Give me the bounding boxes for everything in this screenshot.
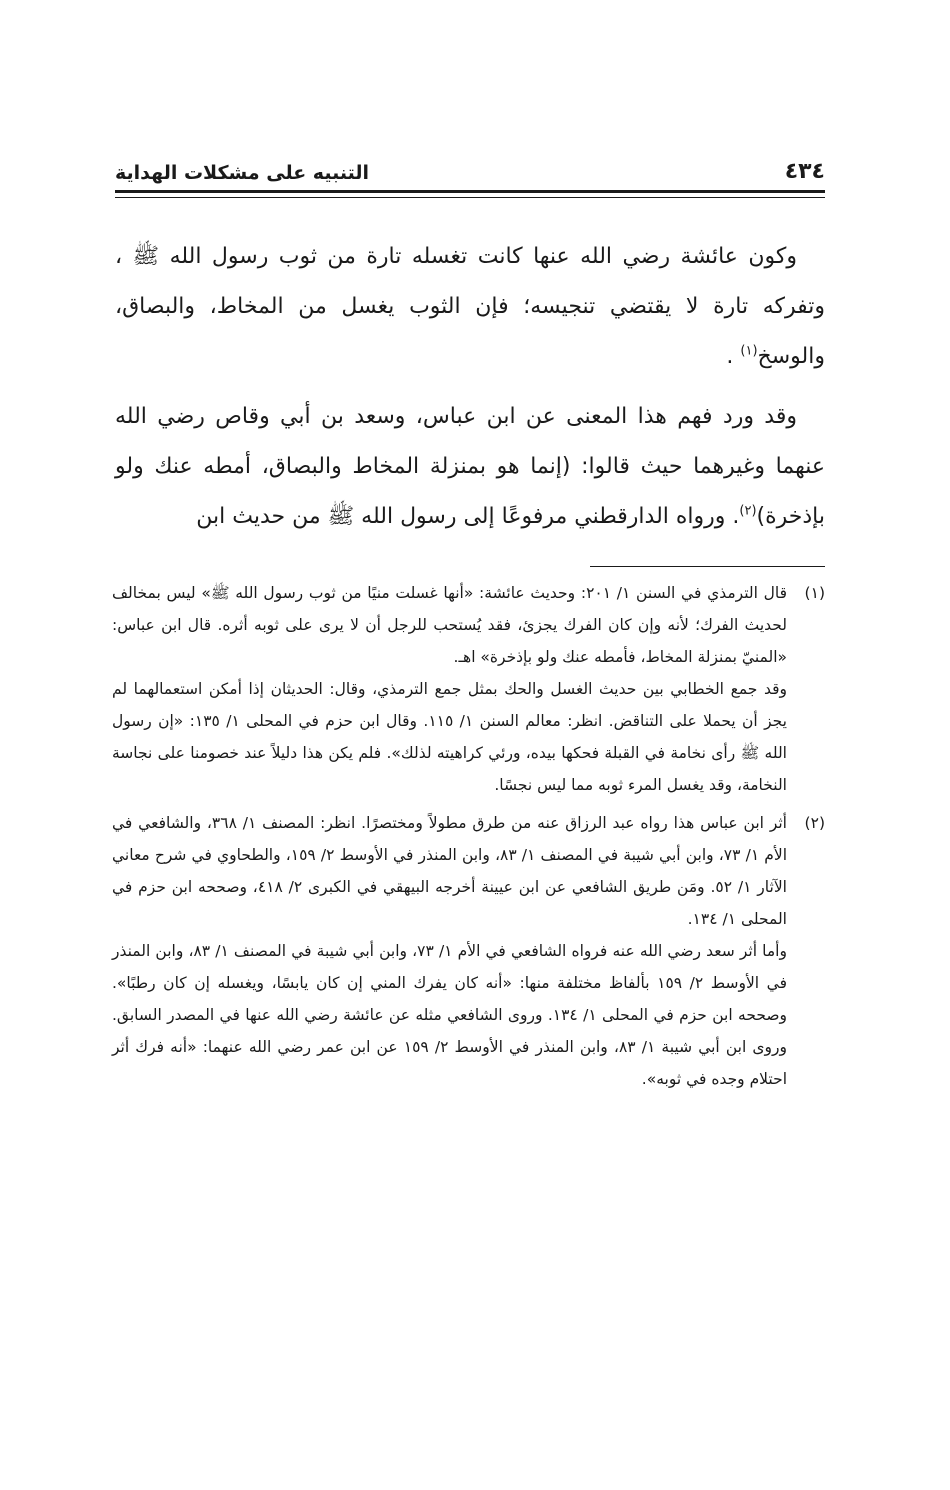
- paragraph-tail: .: [726, 344, 741, 369]
- footnote-paragraph: أثر ابن عباس هذا رواه عبد الرزاق عنه من طرق مطولاً ومختصرًا. انظر: المصنف ١/ ٣٦٨، والشافعي في الأم ١/ ٧٣، وابن أبي شيبة في المصنف ١/ ٨٣، وابن المنذر في الأوسط ٢/ ١٥٩، والطحاوي في شرح معاني الآثار ١/ ٥٢. ومَن طريق الشافعي عن ابن عيينة أخرجه البيهقي في الكبرى ٢/ ٤١٨، وصححه ابن حزم في المحلى ١/ ١٣٤.: [112, 814, 788, 928]
- page-number: ٤٣٤: [784, 159, 825, 184]
- footnote-number: (٢): [804, 814, 825, 832]
- footnote-separator: [590, 566, 825, 567]
- footnote-paragraph: وأما أثر سعد رضي الله عنه فرواه الشافعي في الأم ١/ ٧٣، وابن أبي شيبة في المصنف ١/ ٨٣، وابن المنذر في الأوسط ٢/ ١٥٩ بألفاظ مختلفة منها: «أنه كان يفرك المني إن كان يابسًا، ويغسله إن كان رطبًا». وصححه ابن حزم في المحلى ١/ ١٣٤. وروى الشافعي مثله عن عائشة رضي الله عنها في المصدر السابق. وروى ابن أبي شيبة ١/ ٨٣، وابن المنذر في الأوسط ٢/ ١٥٩ عن ابن عمر رضي الله عنهما: «أنه فرك أثر احتلام وجده في ثوبه».: [112, 942, 788, 1088]
- footnote-2: [112, 807, 825, 1095]
- paragraph-text: وقد ورد فهم هذا المعنى عن ابن عباس، وسعد بن أبي وقاص رضي الله عنهما وغيرهما حيث قالوا: (إنما هو بمنزلة المخاط والبصاق، أمطه عنك ولو بإذخرة): [115, 404, 825, 529]
- page-header: [115, 150, 825, 184]
- footnote-1: [112, 577, 825, 801]
- footnote-body: [112, 807, 787, 1095]
- main-text: [115, 232, 825, 552]
- footnotes: [112, 577, 825, 1101]
- running-title: التنبيه على مشكلات الهداية: [115, 162, 369, 184]
- header-rule-thin: [115, 197, 825, 198]
- footnote-marker: (١): [740, 343, 758, 359]
- footnote-body: [112, 577, 787, 801]
- footnote-marker: (٢): [739, 503, 757, 519]
- footnote-number: (١): [804, 584, 825, 602]
- paragraph-text: وكون عائشة رضي الله عنها كانت تغسله تارة من ثوب رسول الله ﷺ ، وتفركه تارة لا يقتضي تنجيسه؛ فإن الثوب يغسل من المخاط، والبصاق، والوسخ: [115, 244, 825, 369]
- footnote-paragraph: قال الترمذي في السنن ١/ ٢٠١: وحديث عائشة: «أنها غسلت منيًا من ثوب رسول الله ﷺ» ليس بمخالف لحديث الفرك؛ لأنه وإن كان الفرك يجزئ، فقد يُستحب للرجل أن لا يرى على ثوبه أثره. قال ابن عباس: «المنيّ بمنزلة المخاط، فأمطه عنك ولو بإذخرة» اهـ.: [112, 584, 788, 666]
- body-paragraph-2: [115, 392, 825, 542]
- footnote-paragraph: وقد جمع الخطابي بين حديث الغسل والحك بمثل جمع الترمذي، وقال: الحديثان إذا أمكن استعمالهما لم يجز أن يحملا على التناقض. انظر: معالم السنن ١/ ١١٥. وقال ابن حزم في المحلى ١/ ١٣٥: «إن رسول الله ﷺ رأى نخامة في القبلة فحكها بيده، ورئي كراهيته لذلك». فلم يكن هذا دليلاً عند خصومنا على نجاسة النخامة، وقد يغسل المرء ثوبه مما ليس نجسًا.: [112, 680, 787, 794]
- header-rule-thick: [115, 190, 825, 193]
- paragraph-tail: . ورواه الدارقطني مرفوعًا إلى رسول الله ﷺ من حديث ابن: [196, 504, 740, 529]
- body-paragraph-1: [115, 232, 825, 382]
